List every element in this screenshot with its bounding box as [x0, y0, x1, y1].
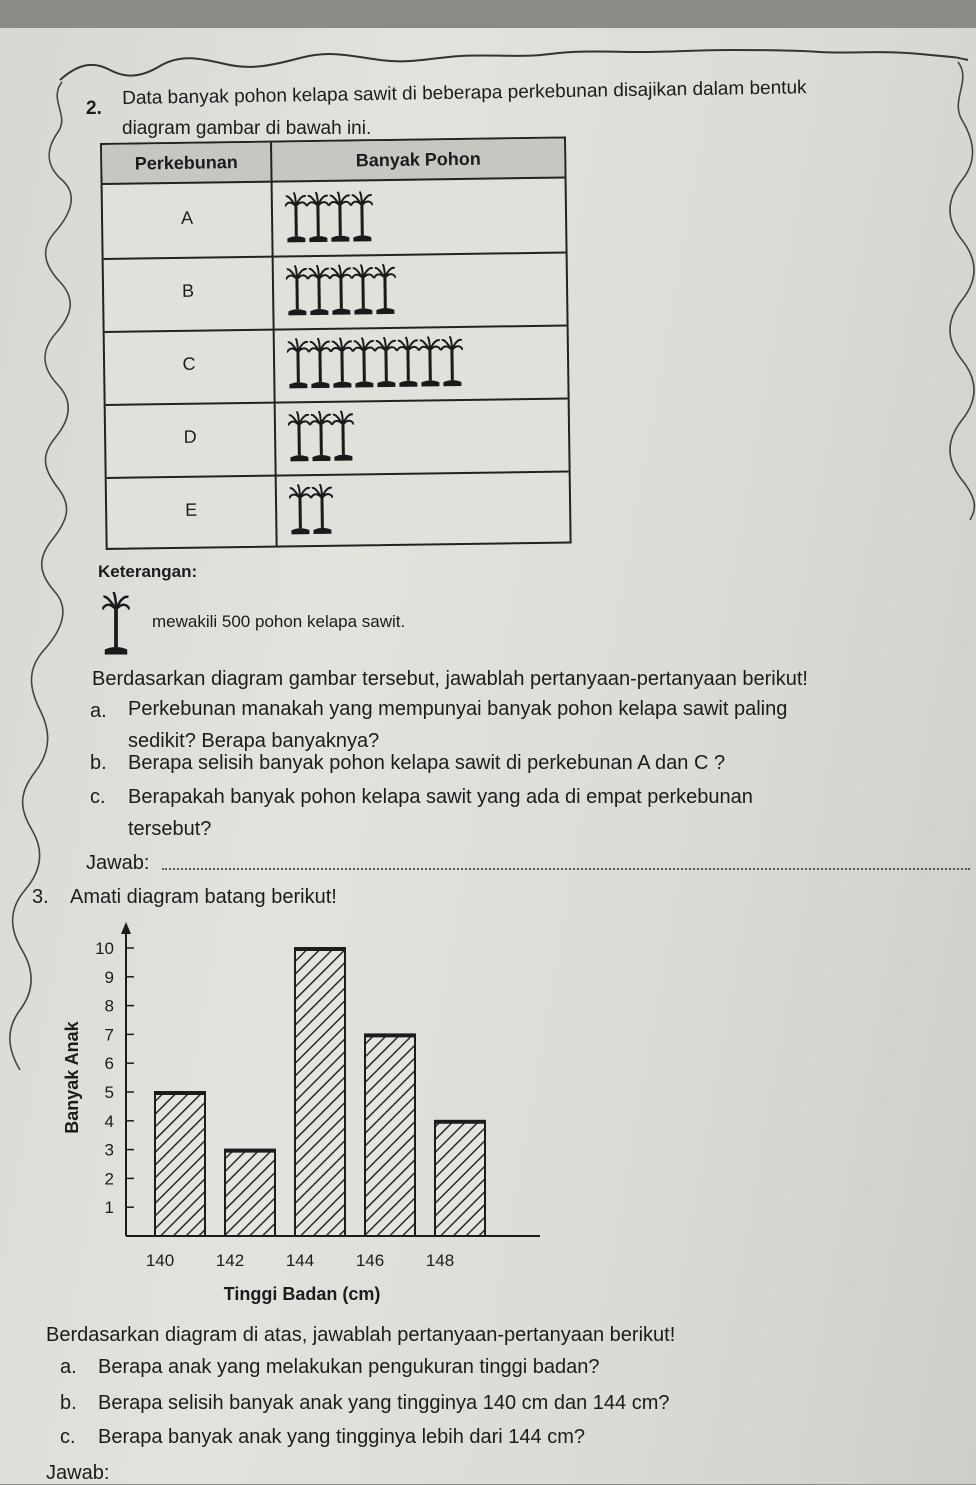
- y-tick-label: 6: [104, 1054, 114, 1074]
- palm-tree-icon: [353, 337, 376, 393]
- palm-tree-icon: [288, 411, 311, 467]
- x-axis-label: Tinggi Badan (cm): [223, 1284, 381, 1304]
- palm-tree-icon: [307, 192, 330, 248]
- table-row: [104, 252, 567, 333]
- y-tick-label: 1: [104, 1198, 114, 1218]
- tree-icons: [289, 484, 334, 541]
- x-tick-label: 142: [215, 1251, 245, 1270]
- palm-tree-icon: [309, 338, 332, 394]
- tree-icons: [288, 410, 355, 467]
- row-label: D: [183, 426, 197, 447]
- q2-a-line-2: sedikit? Berapa banyaknya?: [128, 730, 380, 752]
- q3-b-text: Berapa selisih banyak anak yang tingginya 140 cm dan 144 cm?: [98, 1392, 670, 1414]
- q3-c-text: Berapa banyak anak yang tingginya lebih dari 144 cm?: [98, 1426, 585, 1448]
- y-tick-label: 3: [104, 1140, 114, 1160]
- tree-icons: [287, 336, 464, 394]
- table-row: [103, 179, 566, 260]
- table-row: [106, 397, 569, 478]
- y-tick-label: 2: [104, 1169, 114, 1189]
- q3-a-text: Berapa anak yang melakukan pengukuran tinggi badan?: [98, 1356, 600, 1378]
- palm-tree-icon: [329, 192, 352, 248]
- palm-tree-icon: [287, 338, 310, 394]
- q2-b-text: Berapa selisih banyak pohon kelapa sawit di perkebunan A dan C ?: [128, 752, 726, 774]
- question-3-number: 3.: [32, 886, 49, 908]
- palm-tree-icon: [441, 336, 464, 392]
- pictograph-table: [100, 136, 572, 549]
- legend-title: Keterangan:: [98, 562, 198, 581]
- y-tick-label: 8: [104, 996, 114, 1016]
- q2-a-label: a.: [90, 700, 107, 722]
- question-2-line-1: Data banyak pohon kelapa sawit di beberapa perkebunan disajikan dalam bentuk: [122, 77, 807, 109]
- x-tick-label: 146: [355, 1251, 385, 1270]
- y-axis-arrow: [121, 922, 131, 934]
- y-tick-label: 10: [95, 939, 114, 958]
- q3-answer-label: Jawab:: [46, 1462, 110, 1484]
- question-3-intro: Berdasarkan diagram di atas, jawablah pertanyaan-pertanyaan berikut!: [46, 1324, 676, 1346]
- x-tick-label: 140: [145, 1251, 175, 1270]
- q2-c-line-2: tersebut?: [128, 818, 212, 840]
- palm-tree-icon: [374, 264, 397, 320]
- palm-tree-icon: [289, 484, 312, 540]
- palm-tree-icon: [397, 337, 420, 393]
- palm-tree-icon: [311, 484, 334, 540]
- row-label: A: [180, 207, 194, 228]
- x-tick-label: 144: [285, 1251, 315, 1270]
- table-header: [102, 139, 565, 185]
- legend-text: mewakili 500 pohon kelapa sawit.: [152, 612, 406, 631]
- tree-icons: [285, 191, 374, 248]
- question-2-number: 2.: [86, 98, 102, 119]
- bar-chart: [40, 910, 560, 1310]
- palm-tree-icon: [286, 265, 309, 321]
- bar: [155, 1092, 205, 1236]
- q2-c-line-1: Berapakah banyak pohon kelapa sawit yang ada di empat perkebunan: [128, 786, 753, 808]
- question-2-intro: Berdasarkan diagram gambar tersebut, jawablah pertanyaan-pertanyaan berikut!: [92, 668, 808, 690]
- palm-tree-icon: [419, 336, 442, 392]
- bar: [365, 1034, 415, 1236]
- bar: [295, 948, 345, 1236]
- y-tick-label: 5: [104, 1083, 114, 1102]
- y-axis-label: Banyak Anak: [62, 1021, 82, 1134]
- table-row: [107, 470, 570, 549]
- q3-b-label: b.: [60, 1392, 77, 1414]
- palm-tree-icon: [330, 264, 353, 320]
- palm-tree-icon: [352, 264, 375, 320]
- header-perkebunan: Perkebunan: [134, 152, 238, 174]
- palm-tree-icon: [375, 337, 398, 393]
- row-label: C: [182, 353, 196, 374]
- y-tick-label: 7: [104, 1025, 114, 1045]
- palm-tree-icon: [96, 592, 136, 662]
- palm-tree-icon: [308, 265, 331, 321]
- palm-tree-icon: [331, 337, 354, 393]
- answer-line: [162, 868, 970, 870]
- table-row: [105, 325, 568, 406]
- header-banyak-pohon: Banyak Pohon: [355, 148, 481, 171]
- question-2-line-2: diagram gambar di bawah ini.: [122, 118, 372, 139]
- bar: [225, 1150, 275, 1236]
- q2-answer-label: Jawab:: [86, 852, 150, 874]
- question-3-title: Amati diagram batang berikut!: [70, 886, 337, 908]
- q2-a-line-1: Perkebunan manakah yang mempunyai banyak pohon kelapa sawit paling: [128, 698, 788, 720]
- x-tick-label: 148: [425, 1251, 455, 1270]
- palm-tree-icon: [332, 410, 355, 466]
- palm-tree-icon: [310, 411, 333, 467]
- palm-tree-icon: [351, 191, 374, 247]
- bar: [435, 1121, 485, 1236]
- tree-icons: [286, 264, 397, 322]
- row-label: E: [184, 499, 198, 520]
- row-label: B: [181, 280, 195, 301]
- q3-a-label: a.: [60, 1356, 77, 1378]
- y-tick-label: 9: [104, 967, 114, 987]
- q2-b-label: b.: [90, 752, 107, 774]
- y-tick-label: 4: [104, 1111, 114, 1131]
- q2-c-label: c.: [90, 786, 106, 808]
- q3-c-label: c.: [60, 1426, 76, 1448]
- palm-tree-icon: [285, 192, 308, 248]
